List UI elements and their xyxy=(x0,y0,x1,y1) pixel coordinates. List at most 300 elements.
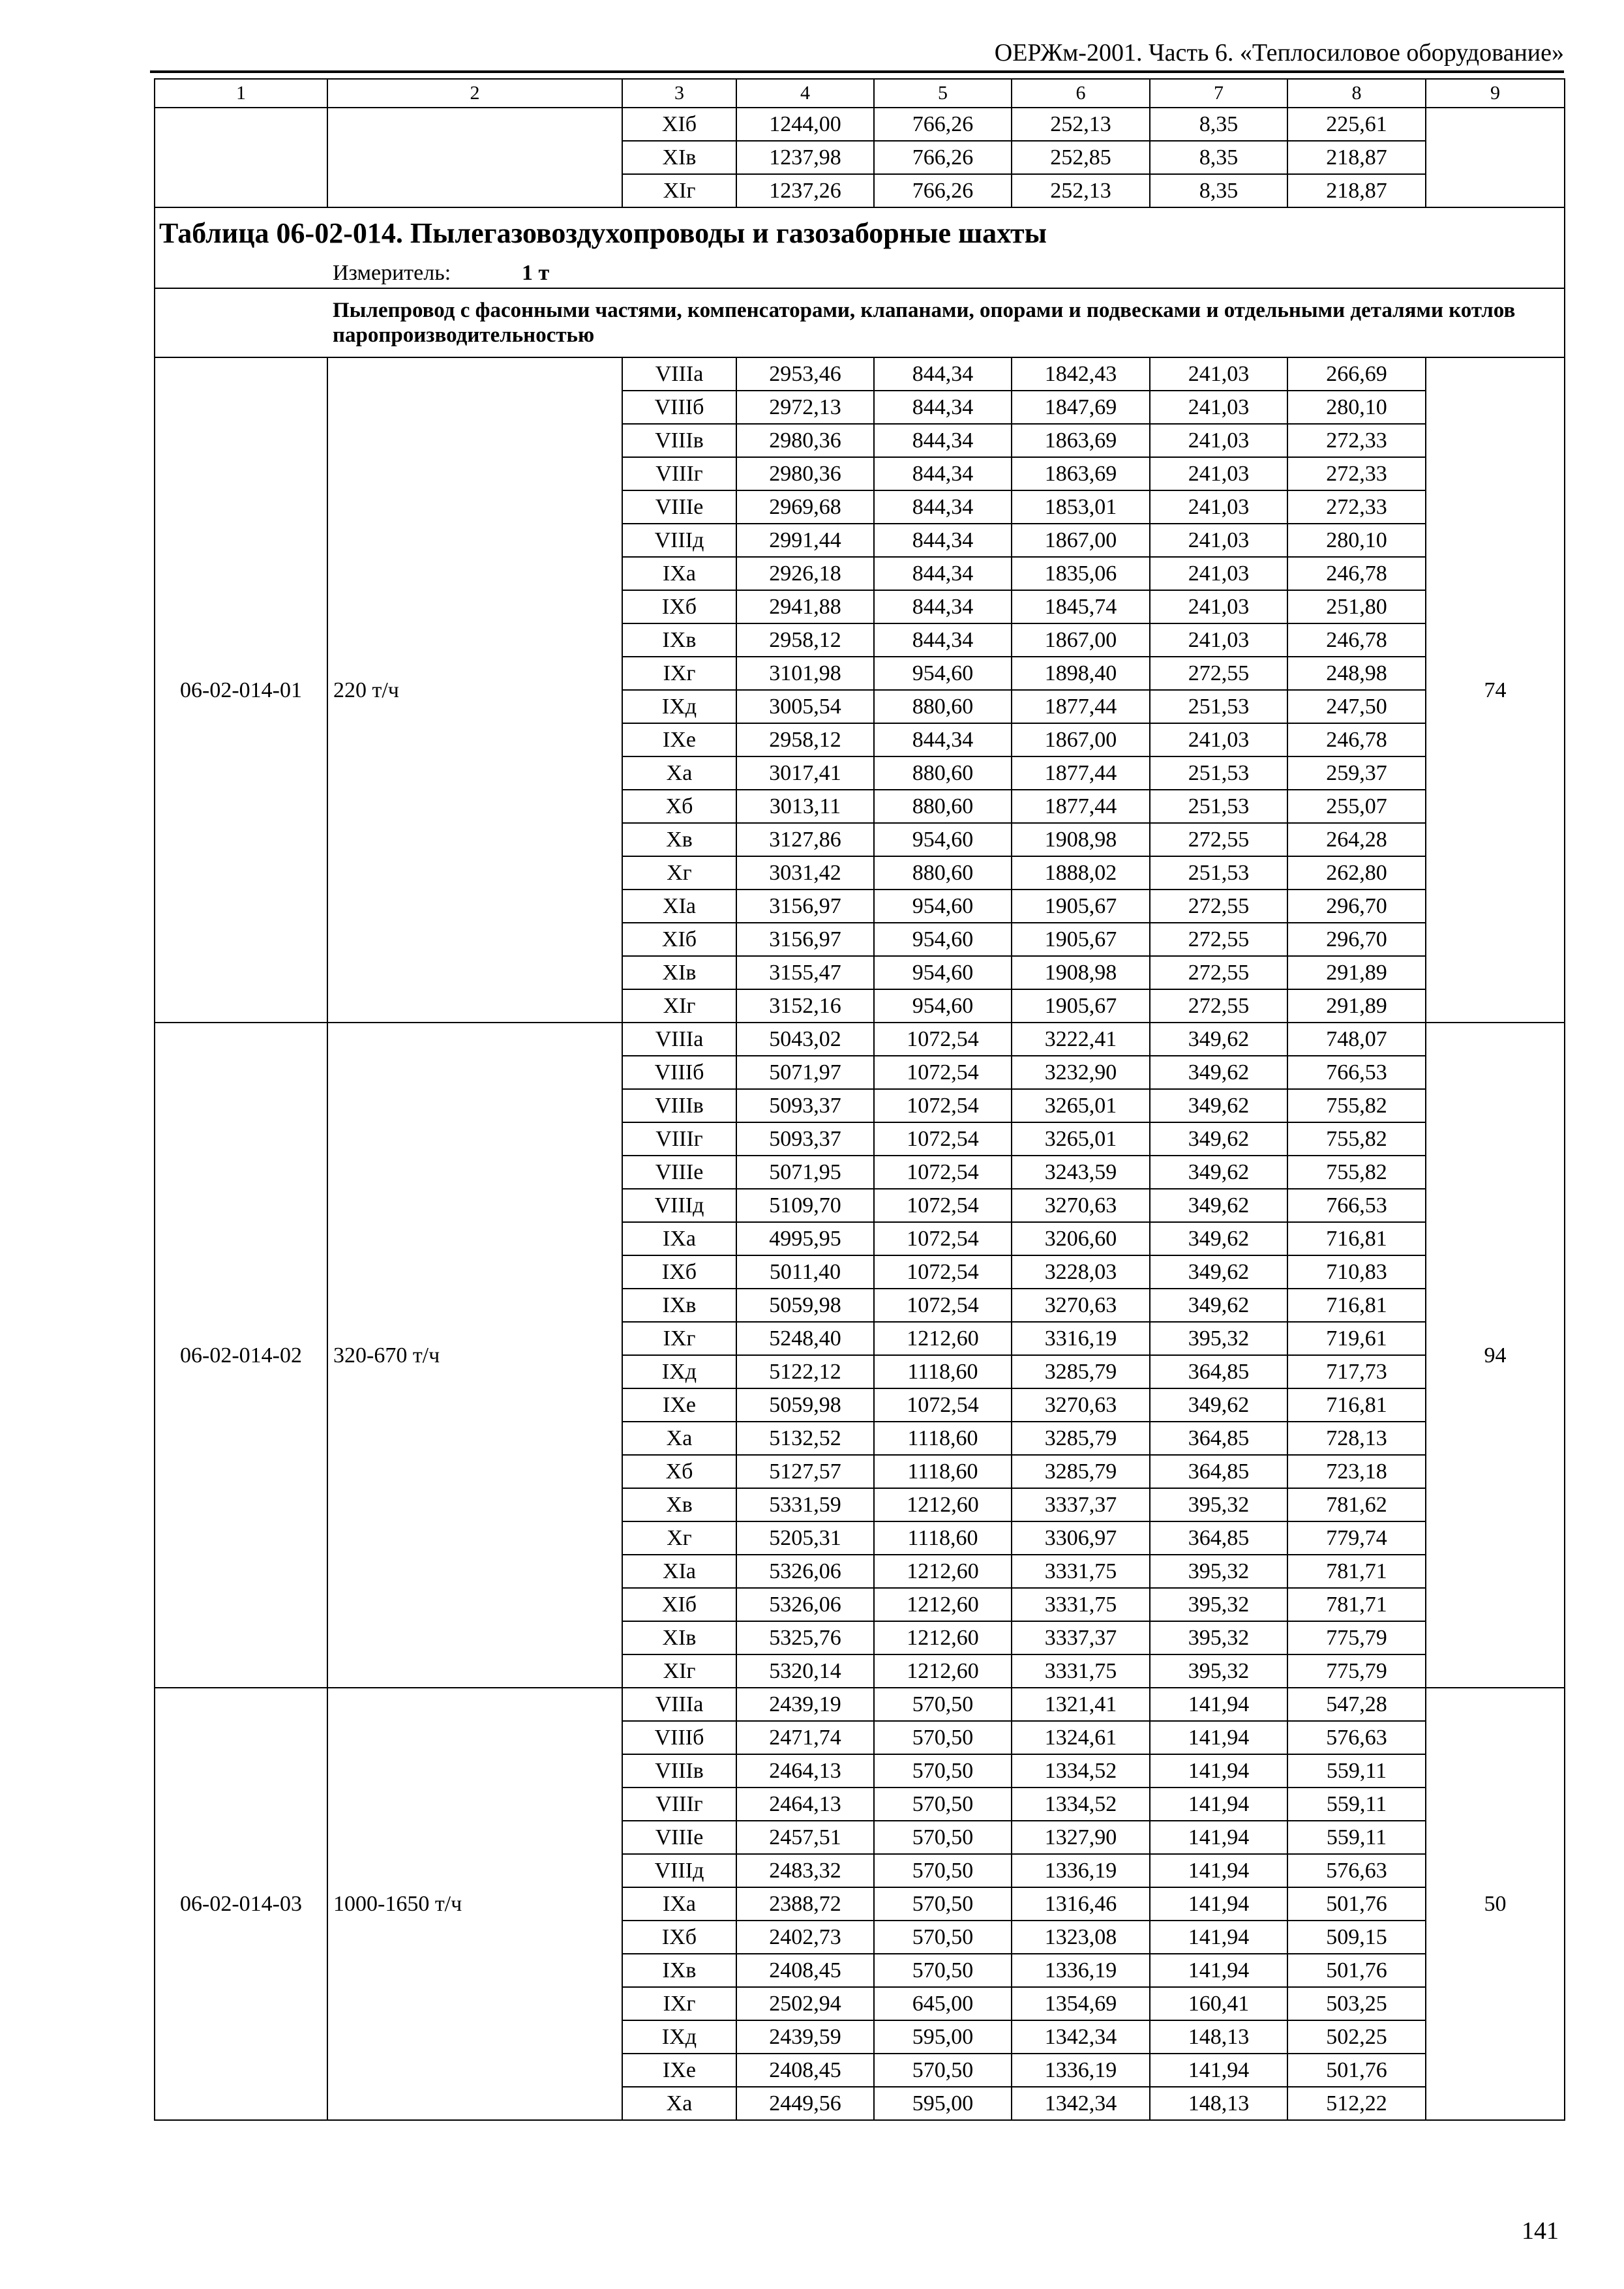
region-cell: VIIIв xyxy=(622,424,736,457)
value-cell: 246,78 xyxy=(1287,557,1426,590)
value-cell: 251,53 xyxy=(1150,690,1287,723)
value-cell: 8,35 xyxy=(1150,174,1287,207)
code-cell xyxy=(155,141,327,174)
value-cell: 844,34 xyxy=(874,723,1012,756)
value-cell: 844,34 xyxy=(874,490,1012,524)
col9-cell xyxy=(1426,174,1565,207)
value-cell: 844,34 xyxy=(874,357,1012,391)
value-cell: 141,94 xyxy=(1150,1821,1287,1854)
value-cell: 2464,13 xyxy=(736,1754,874,1788)
value-cell: 364,85 xyxy=(1150,1521,1287,1555)
col9-value: 50 xyxy=(1426,1688,1565,2120)
value-cell: 5331,59 xyxy=(736,1488,874,1521)
value-cell: 1212,60 xyxy=(874,1621,1012,1654)
region-cell: VIIIе xyxy=(622,490,736,524)
region-cell: Xа xyxy=(622,1422,736,1455)
value-cell: 349,62 xyxy=(1150,1023,1287,1056)
value-cell: 576,63 xyxy=(1287,1721,1426,1754)
value-cell: 5248,40 xyxy=(736,1322,874,1355)
table-row xyxy=(155,174,1565,207)
rate-name: 1000-1650 т/ч xyxy=(327,1688,622,2120)
value-cell: 3101,98 xyxy=(736,657,874,690)
value-cell: 775,79 xyxy=(1287,1621,1426,1654)
value-cell: 3331,75 xyxy=(1012,1654,1150,1688)
value-cell: 2926,18 xyxy=(736,557,874,590)
value-cell: 570,50 xyxy=(874,1788,1012,1821)
region-cell: VIIIе xyxy=(622,1821,736,1854)
region-cell: IXв xyxy=(622,1954,736,1987)
value-cell: 252,13 xyxy=(1012,174,1150,207)
rates-table xyxy=(154,78,1565,2121)
value-cell: 710,83 xyxy=(1287,1255,1426,1289)
value-cell: 264,28 xyxy=(1287,823,1426,856)
value-cell: 570,50 xyxy=(874,1821,1012,1854)
value-cell: 719,61 xyxy=(1287,1322,1426,1355)
value-cell: 349,62 xyxy=(1150,1056,1287,1089)
value-cell: 395,32 xyxy=(1150,1555,1287,1588)
region-cell: VIIIб xyxy=(622,1056,736,1089)
value-cell: 3270,63 xyxy=(1012,1289,1150,1322)
value-cell: 5071,97 xyxy=(736,1056,874,1089)
name-cell xyxy=(327,174,622,207)
value-cell: 559,11 xyxy=(1287,1821,1426,1854)
value-cell: 3013,11 xyxy=(736,790,874,823)
value-cell: 349,62 xyxy=(1150,1255,1287,1289)
value-cell: 5127,57 xyxy=(736,1455,874,1488)
value-cell: 755,82 xyxy=(1287,1089,1426,1122)
value-cell: 1237,98 xyxy=(736,141,874,174)
value-cell: 280,10 xyxy=(1287,524,1426,557)
value-cell: 1212,60 xyxy=(874,1588,1012,1621)
value-cell: 1877,44 xyxy=(1012,790,1150,823)
region-cell: VIIIе xyxy=(622,1156,736,1189)
region-cell: VIIIв xyxy=(622,1089,736,1122)
column-number: 1 xyxy=(155,79,327,108)
value-cell: 3127,86 xyxy=(736,823,874,856)
value-cell: 570,50 xyxy=(874,1688,1012,1721)
region-cell: Xа xyxy=(622,756,736,790)
value-cell: 880,60 xyxy=(874,856,1012,890)
value-cell: 512,22 xyxy=(1287,2087,1426,2120)
description-spacer xyxy=(155,288,327,357)
value-cell: 3331,75 xyxy=(1012,1588,1150,1621)
region-cell: XIг xyxy=(622,1654,736,1688)
value-cell: 3306,97 xyxy=(1012,1521,1150,1555)
value-cell: 1847,69 xyxy=(1012,391,1150,424)
value-cell: 251,80 xyxy=(1287,590,1426,623)
value-cell: 645,00 xyxy=(874,1987,1012,2020)
value-cell: 3243,59 xyxy=(1012,1156,1150,1189)
value-cell: 844,34 xyxy=(874,590,1012,623)
region-cell: Xа xyxy=(622,2087,736,2120)
value-cell: 5011,40 xyxy=(736,1255,874,1289)
value-cell: 576,63 xyxy=(1287,1854,1426,1887)
value-cell: 570,50 xyxy=(874,1921,1012,1954)
code-cell xyxy=(155,108,327,141)
region-cell: IXб xyxy=(622,1255,736,1289)
value-cell: 2980,36 xyxy=(736,457,874,490)
value-cell: 1342,34 xyxy=(1012,2020,1150,2054)
section-description: Пылепровод с фасонными частями, компенсаторами, клапанами, опорами и подвесками и отдельными деталями котлов паропроизводительностью xyxy=(327,288,1565,357)
value-cell: 844,34 xyxy=(874,623,1012,657)
rate-code: 06-02-014-02 xyxy=(155,1023,327,1688)
value-cell: 160,41 xyxy=(1150,1987,1287,2020)
region-cell: IXа xyxy=(622,1887,736,1921)
value-cell: 272,33 xyxy=(1287,457,1426,490)
unit-cell xyxy=(327,259,1565,288)
value-cell: 395,32 xyxy=(1150,1621,1287,1654)
unit-spacer xyxy=(155,259,327,288)
value-cell: 218,87 xyxy=(1287,141,1426,174)
value-cell: 1072,54 xyxy=(874,1089,1012,1122)
value-cell: 1336,19 xyxy=(1012,1854,1150,1887)
value-cell: 262,80 xyxy=(1287,856,1426,890)
rate-name: 220 т/ч xyxy=(327,357,622,1023)
column-number: 9 xyxy=(1426,79,1565,108)
value-cell: 272,33 xyxy=(1287,490,1426,524)
value-cell: 4995,95 xyxy=(736,1222,874,1255)
value-cell: 241,03 xyxy=(1150,723,1287,756)
value-cell: 844,34 xyxy=(874,391,1012,424)
value-cell: 272,55 xyxy=(1150,923,1287,956)
value-cell: 1877,44 xyxy=(1012,756,1150,790)
value-cell: 3331,75 xyxy=(1012,1555,1150,1588)
region-cell: Xб xyxy=(622,790,736,823)
rate-code: 06-02-014-03 xyxy=(155,1688,327,2120)
value-cell: 1336,19 xyxy=(1012,1954,1150,1987)
table-row xyxy=(155,141,1565,174)
value-cell: 148,13 xyxy=(1150,2087,1287,2120)
col9-value: 74 xyxy=(1426,357,1565,1023)
value-cell: 2941,88 xyxy=(736,590,874,623)
value-cell: 141,94 xyxy=(1150,1854,1287,1887)
column-number: 2 xyxy=(327,79,622,108)
value-cell: 766,26 xyxy=(874,174,1012,207)
value-cell: 1118,60 xyxy=(874,1455,1012,1488)
region-cell: IXд xyxy=(622,690,736,723)
value-cell: 547,28 xyxy=(1287,1688,1426,1721)
value-cell: 779,74 xyxy=(1287,1521,1426,1555)
value-cell: 2439,59 xyxy=(736,2020,874,2054)
name-cell xyxy=(327,108,622,141)
value-cell: 5093,37 xyxy=(736,1089,874,1122)
value-cell: 141,94 xyxy=(1150,1754,1287,1788)
value-cell: 3156,97 xyxy=(736,890,874,923)
value-cell: 2464,13 xyxy=(736,1788,874,1821)
value-cell: 755,82 xyxy=(1287,1156,1426,1189)
value-cell: 775,79 xyxy=(1287,1654,1426,1688)
value-cell: 280,10 xyxy=(1287,391,1426,424)
value-cell: 1334,52 xyxy=(1012,1788,1150,1821)
region-cell: VIIIа xyxy=(622,357,736,391)
region-cell: IXе xyxy=(622,723,736,756)
value-cell: 2408,45 xyxy=(736,1954,874,1987)
region-cell: XIв xyxy=(622,141,736,174)
value-cell: 251,53 xyxy=(1150,790,1287,823)
value-cell: 723,18 xyxy=(1287,1455,1426,1488)
region-cell: VIIIг xyxy=(622,1122,736,1156)
region-cell: IXг xyxy=(622,657,736,690)
value-cell: 1877,44 xyxy=(1012,690,1150,723)
value-cell: 1072,54 xyxy=(874,1156,1012,1189)
value-cell: 766,53 xyxy=(1287,1056,1426,1089)
header-rule xyxy=(150,70,1564,73)
unit-value: 1 т xyxy=(522,261,550,285)
value-cell: 1118,60 xyxy=(874,1521,1012,1555)
value-cell: 1898,40 xyxy=(1012,657,1150,690)
value-cell: 241,03 xyxy=(1150,457,1287,490)
region-cell: VIIIв xyxy=(622,1754,736,1788)
region-cell: XIв xyxy=(622,956,736,989)
value-cell: 3265,01 xyxy=(1012,1089,1150,1122)
value-cell: 1118,60 xyxy=(874,1355,1012,1388)
value-cell: 1072,54 xyxy=(874,1255,1012,1289)
region-cell: IXб xyxy=(622,590,736,623)
value-cell: 1842,43 xyxy=(1012,357,1150,391)
value-cell: 272,55 xyxy=(1150,657,1287,690)
value-cell: 1316,46 xyxy=(1012,1887,1150,1921)
value-cell: 5132,52 xyxy=(736,1422,874,1455)
value-cell: 954,60 xyxy=(874,890,1012,923)
value-cell: 349,62 xyxy=(1150,1189,1287,1222)
region-cell: VIIIг xyxy=(622,1788,736,1821)
value-cell: 781,62 xyxy=(1287,1488,1426,1521)
value-cell: 2991,44 xyxy=(736,524,874,557)
value-cell: 241,03 xyxy=(1150,524,1287,557)
value-cell: 3265,01 xyxy=(1012,1122,1150,1156)
column-number-row xyxy=(155,79,1565,108)
value-cell: 1867,00 xyxy=(1012,623,1150,657)
value-cell: 5325,76 xyxy=(736,1621,874,1654)
table-title: Таблица 06-02-014. Пылегазовоздухопроводы и газозаборные шахты xyxy=(155,207,1565,259)
region-cell: IXе xyxy=(622,1388,736,1422)
col9-cell xyxy=(1426,108,1565,141)
table-row xyxy=(155,1688,1565,1721)
value-cell: 5043,02 xyxy=(736,1023,874,1056)
value-cell: 1072,54 xyxy=(874,1289,1012,1322)
value-cell: 395,32 xyxy=(1150,1654,1287,1688)
value-cell: 246,78 xyxy=(1287,723,1426,756)
column-number: 6 xyxy=(1012,79,1150,108)
value-cell: 2402,73 xyxy=(736,1921,874,1954)
value-cell: 141,94 xyxy=(1150,1921,1287,1954)
value-cell: 748,07 xyxy=(1287,1023,1426,1056)
value-cell: 2471,74 xyxy=(736,1721,874,1754)
value-cell: 1905,67 xyxy=(1012,989,1150,1023)
value-cell: 291,89 xyxy=(1287,989,1426,1023)
region-cell: VIIIб xyxy=(622,391,736,424)
value-cell: 148,13 xyxy=(1150,2020,1287,2054)
col9-value: 94 xyxy=(1426,1023,1565,1688)
value-cell: 570,50 xyxy=(874,1887,1012,1921)
region-cell: IXд xyxy=(622,1355,736,1388)
value-cell: 364,85 xyxy=(1150,1355,1287,1388)
value-cell: 570,50 xyxy=(874,1721,1012,1754)
table-title-row xyxy=(155,207,1565,259)
region-cell: XIв xyxy=(622,1621,736,1654)
value-cell: 251,53 xyxy=(1150,756,1287,790)
value-cell: 349,62 xyxy=(1150,1388,1287,1422)
region-cell: VIIIд xyxy=(622,1854,736,1887)
value-cell: 1334,52 xyxy=(1012,1754,1150,1788)
region-cell: XIб xyxy=(622,1588,736,1621)
value-cell: 241,03 xyxy=(1150,590,1287,623)
region-cell: XIа xyxy=(622,1555,736,1588)
value-cell: 296,70 xyxy=(1287,890,1426,923)
page-number: 141 xyxy=(1522,2217,1559,2245)
region-cell: IXа xyxy=(622,1222,736,1255)
value-cell: 1323,08 xyxy=(1012,1921,1150,1954)
value-cell: 291,89 xyxy=(1287,956,1426,989)
region-cell: IXг xyxy=(622,1322,736,1355)
value-cell: 3155,47 xyxy=(736,956,874,989)
value-cell: 1212,60 xyxy=(874,1322,1012,1355)
value-cell: 844,34 xyxy=(874,524,1012,557)
value-cell: 1237,26 xyxy=(736,174,874,207)
value-cell: 3005,54 xyxy=(736,690,874,723)
value-cell: 1212,60 xyxy=(874,1488,1012,1521)
value-cell: 2972,13 xyxy=(736,391,874,424)
region-cell: VIIIб xyxy=(622,1721,736,1754)
value-cell: 1863,69 xyxy=(1012,424,1150,457)
region-cell: XIг xyxy=(622,989,736,1023)
value-cell: 5071,95 xyxy=(736,1156,874,1189)
value-cell: 3316,19 xyxy=(1012,1322,1150,1355)
unit-label: Измеритель: xyxy=(333,261,451,285)
value-cell: 716,81 xyxy=(1287,1388,1426,1422)
value-cell: 844,34 xyxy=(874,557,1012,590)
value-cell: 755,82 xyxy=(1287,1122,1426,1156)
value-cell: 503,25 xyxy=(1287,1987,1426,2020)
value-cell: 1888,02 xyxy=(1012,856,1150,890)
value-cell: 2388,72 xyxy=(736,1887,874,1921)
value-cell: 954,60 xyxy=(874,657,1012,690)
value-cell: 5205,31 xyxy=(736,1521,874,1555)
value-cell: 8,35 xyxy=(1150,141,1287,174)
region-cell: VIIIг xyxy=(622,457,736,490)
value-cell: 252,85 xyxy=(1012,141,1150,174)
value-cell: 5109,70 xyxy=(736,1189,874,1222)
value-cell: 502,25 xyxy=(1287,2020,1426,2054)
region-cell: Xг xyxy=(622,856,736,890)
value-cell: 272,33 xyxy=(1287,424,1426,457)
value-cell: 349,62 xyxy=(1150,1222,1287,1255)
value-cell: 2969,68 xyxy=(736,490,874,524)
value-cell: 364,85 xyxy=(1150,1422,1287,1455)
value-cell: 5326,06 xyxy=(736,1555,874,1588)
value-cell: 570,50 xyxy=(874,1954,1012,1987)
value-cell: 3232,90 xyxy=(1012,1056,1150,1089)
unit-row xyxy=(155,259,1565,288)
value-cell: 2958,12 xyxy=(736,723,874,756)
value-cell: 5059,98 xyxy=(736,1289,874,1322)
value-cell: 2457,51 xyxy=(736,1821,874,1854)
value-cell: 8,35 xyxy=(1150,108,1287,141)
value-cell: 1118,60 xyxy=(874,1422,1012,1455)
value-cell: 218,87 xyxy=(1287,174,1426,207)
value-cell: 252,13 xyxy=(1012,108,1150,141)
value-cell: 141,94 xyxy=(1150,2054,1287,2087)
value-cell: 225,61 xyxy=(1287,108,1426,141)
value-cell: 1212,60 xyxy=(874,1654,1012,1688)
value-cell: 559,11 xyxy=(1287,1788,1426,1821)
value-cell: 1867,00 xyxy=(1012,524,1150,557)
value-cell: 880,60 xyxy=(874,756,1012,790)
region-cell: IXе xyxy=(622,2054,736,2087)
column-number: 4 xyxy=(736,79,874,108)
column-number: 3 xyxy=(622,79,736,108)
value-cell: 559,11 xyxy=(1287,1754,1426,1788)
value-cell: 5122,12 xyxy=(736,1355,874,1388)
value-cell: 1072,54 xyxy=(874,1122,1012,1156)
page-header: ОЕРЖм-2001. Часть 6. «Теплосиловое оборудование» xyxy=(994,39,1564,67)
value-cell: 3285,79 xyxy=(1012,1355,1150,1388)
value-cell: 880,60 xyxy=(874,690,1012,723)
value-cell: 3156,97 xyxy=(736,923,874,956)
description-row xyxy=(155,288,1565,357)
value-cell: 728,13 xyxy=(1287,1422,1426,1455)
value-cell: 1835,06 xyxy=(1012,557,1150,590)
value-cell: 570,50 xyxy=(874,2054,1012,2087)
region-cell: XIб xyxy=(622,108,736,141)
value-cell: 241,03 xyxy=(1150,557,1287,590)
value-cell: 247,50 xyxy=(1287,690,1426,723)
region-cell: XIа xyxy=(622,890,736,923)
value-cell: 246,78 xyxy=(1287,623,1426,657)
value-cell: 1324,61 xyxy=(1012,1721,1150,1754)
value-cell: 1853,01 xyxy=(1012,490,1150,524)
value-cell: 595,00 xyxy=(874,2020,1012,2054)
value-cell: 1354,69 xyxy=(1012,1987,1150,2020)
value-cell: 954,60 xyxy=(874,823,1012,856)
value-cell: 349,62 xyxy=(1150,1089,1287,1122)
value-cell: 349,62 xyxy=(1150,1122,1287,1156)
value-cell: 5059,98 xyxy=(736,1388,874,1422)
name-cell xyxy=(327,141,622,174)
value-cell: 781,71 xyxy=(1287,1588,1426,1621)
value-cell: 954,60 xyxy=(874,989,1012,1023)
value-cell: 248,98 xyxy=(1287,657,1426,690)
value-cell: 766,26 xyxy=(874,141,1012,174)
value-cell: 3270,63 xyxy=(1012,1189,1150,1222)
table-row xyxy=(155,108,1565,141)
value-cell: 255,07 xyxy=(1287,790,1426,823)
value-cell: 241,03 xyxy=(1150,424,1287,457)
value-cell: 2502,94 xyxy=(736,1987,874,2020)
rate-code: 06-02-014-01 xyxy=(155,357,327,1023)
value-cell: 251,53 xyxy=(1150,856,1287,890)
value-cell: 395,32 xyxy=(1150,1488,1287,1521)
region-cell: VIIIа xyxy=(622,1023,736,1056)
value-cell: 1212,60 xyxy=(874,1555,1012,1588)
value-cell: 766,53 xyxy=(1287,1189,1426,1222)
value-cell: 717,73 xyxy=(1287,1355,1426,1388)
value-cell: 241,03 xyxy=(1150,357,1287,391)
value-cell: 1908,98 xyxy=(1012,956,1150,989)
table-body xyxy=(155,79,1565,2120)
value-cell: 1908,98 xyxy=(1012,823,1150,856)
value-cell: 141,94 xyxy=(1150,1688,1287,1721)
region-cell: Xг xyxy=(622,1521,736,1555)
value-cell: 272,55 xyxy=(1150,989,1287,1023)
value-cell: 1321,41 xyxy=(1012,1688,1150,1721)
value-cell: 2439,19 xyxy=(736,1688,874,1721)
value-cell: 880,60 xyxy=(874,790,1012,823)
value-cell: 501,76 xyxy=(1287,2054,1426,2087)
region-cell: IXв xyxy=(622,1289,736,1322)
value-cell: 266,69 xyxy=(1287,357,1426,391)
value-cell: 241,03 xyxy=(1150,623,1287,657)
